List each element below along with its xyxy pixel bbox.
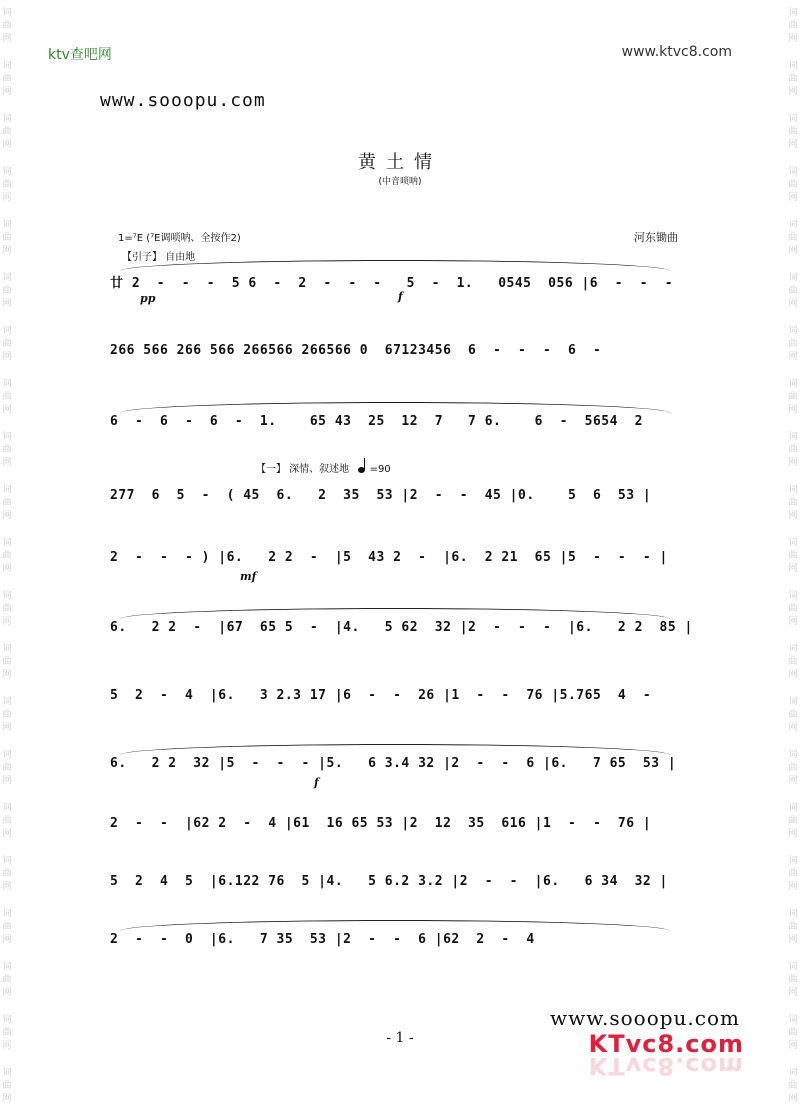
side-watermark-char: 曲 [2, 869, 12, 879]
side-watermark-char: 词 [2, 273, 12, 283]
side-watermark-char: 词 [2, 485, 12, 495]
notation-text: 6 - 6 - 6 - 1. 65 43 25 12 7 7 6. 6 - 5654 2 [110, 414, 643, 429]
side-watermark-char: 网 [2, 935, 12, 945]
side-watermark-char: 曲 [2, 710, 12, 720]
side-watermark-char: 网 [2, 87, 12, 97]
side-watermark-char: 词 [2, 591, 12, 601]
side-watermark-char: 词 [788, 432, 798, 442]
score-line-5 [110, 550, 680, 583]
side-watermark-char: 词 [788, 167, 798, 177]
side-watermark-char: 曲 [788, 922, 798, 932]
side-watermark-char: 词 [788, 856, 798, 866]
side-watermark-char: 网 [788, 935, 798, 945]
notation-text: 2 - - |62 2 - 4 |61 16 65 53 |2 12 35 616 |1 - - 76 | [110, 816, 652, 831]
side-watermark-char: 网 [788, 458, 798, 468]
key-signature: 1=⁷E (⁷E调唢呐、全按作2) [118, 233, 241, 244]
side-watermark-char: 曲 [2, 604, 12, 614]
side-watermark-char: 网 [2, 34, 12, 44]
side-watermark-char: 词 [2, 1015, 12, 1025]
watermark-top: www.sooopu.com [100, 90, 266, 111]
side-watermark-char: 曲 [788, 869, 798, 879]
side-watermark-char: 词 [788, 379, 798, 389]
side-watermark-char: 曲 [2, 1028, 12, 1038]
side-watermark-char: 网 [788, 776, 798, 786]
side-watermark-char: 词 [2, 803, 12, 813]
side-watermark-char: 曲 [2, 498, 12, 508]
side-watermark-char: 网 [2, 299, 12, 309]
side-watermark-char: 词 [788, 114, 798, 124]
side-watermark-char: 词 [2, 8, 12, 18]
side-watermark-char: 网 [788, 988, 798, 998]
side-watermark-char: 网 [788, 723, 798, 733]
score-line-9 [110, 816, 680, 840]
side-watermark-char: 词 [2, 114, 12, 124]
notation-text: 266 566 266 566 266566 266566 0 67123456 6 - - - 6 - [110, 343, 602, 358]
side-watermark-char: 网 [2, 193, 12, 203]
site-logo: KTvc8.com [588, 1030, 744, 1058]
side-watermark-char: 网 [788, 34, 798, 44]
slur [120, 920, 670, 931]
intro-marking: 【引子】 自由地 [122, 252, 196, 263]
side-watermark-char: 网 [788, 405, 798, 415]
side-watermark-char: 曲 [2, 74, 12, 84]
side-watermark-char: 词 [788, 803, 798, 813]
side-watermark-char: 曲 [2, 180, 12, 190]
side-watermark-char: 网 [2, 458, 12, 468]
side-watermark-char: 曲 [788, 233, 798, 243]
side-watermark-char: 网 [2, 617, 12, 627]
side-watermark-char: 网 [788, 87, 798, 97]
side-watermark-char: 词 [788, 326, 798, 336]
side-watermark-char: 曲 [788, 21, 798, 31]
side-watermark-char: 词 [2, 644, 12, 654]
side-watermark-char: 网 [788, 193, 798, 203]
side-watermark-char: 曲 [788, 710, 798, 720]
score-line-6 [110, 620, 693, 644]
score-line-2 [110, 343, 680, 367]
side-watermark-char: 网 [788, 140, 798, 150]
score-line-8 [110, 756, 680, 789]
side-watermark-char: 网 [788, 1094, 798, 1104]
watermark-bottom: www.sooopu.com [550, 1006, 740, 1030]
side-watermark-char: 词 [788, 1015, 798, 1025]
side-watermark-char: 词 [2, 750, 12, 760]
site-logo-reflection: KTvc8.com [588, 1052, 744, 1080]
side-watermark-char: 网 [788, 1041, 798, 1051]
side-watermark-char: 曲 [2, 286, 12, 296]
side-watermark-char: 网 [2, 988, 12, 998]
side-watermark-char: 曲 [2, 445, 12, 455]
side-watermark-char: 词 [2, 326, 12, 336]
composer: 河东锄曲 [634, 231, 678, 244]
side-watermark-char: 网 [2, 882, 12, 892]
side-watermark-char: 网 [788, 670, 798, 680]
side-watermark-char: 网 [788, 299, 798, 309]
side-watermark-char: 曲 [788, 551, 798, 561]
side-watermark-char: 词 [2, 379, 12, 389]
dynamic-mf: mf [240, 570, 257, 583]
side-watermark-char: 网 [2, 352, 12, 362]
side-watermark-char: 网 [2, 1041, 12, 1051]
instrument-subtitle: (中音唢呐) [378, 177, 422, 187]
site-name-left[interactable]: ktv查吧网 [48, 47, 112, 63]
side-watermark-char: 词 [788, 485, 798, 495]
side-watermark-char: 曲 [2, 21, 12, 31]
side-watermark-char: 网 [2, 564, 12, 574]
side-watermark-char: 网 [2, 670, 12, 680]
notation-text: 5 2 4 5 |6.122 76 5 |4. 5 6.2 3.2 |2 - - |6. 6 34 32 | [110, 874, 668, 889]
side-watermark-char: 网 [2, 829, 12, 839]
section-marking [256, 460, 391, 475]
side-watermark-char: 词 [2, 61, 12, 71]
side-watermark-char: 词 [788, 61, 798, 71]
notation-text: 277 6 5 - ( 45 6. 2 35 53 |2 - - 45 |0. 5 6 53 | [110, 488, 652, 503]
score-line-11 [110, 932, 680, 956]
side-watermark-char: 网 [2, 776, 12, 786]
side-watermark-char: 曲 [788, 1028, 798, 1038]
notation-text: 2 - - 0 |6. 7 35 53 |2 - - 6 |62 2 - 4 [110, 932, 535, 947]
notation-text: 6. 2 2 32 |5 - - - |5. 6 3.4 32 |2 - - 6 |6. 7 65 53 | [110, 756, 677, 771]
slur [120, 608, 670, 619]
side-watermark-char: 曲 [2, 392, 12, 402]
notation-text: 5 2 - 4 |6. 3 2.3 17 |6 - - 26 |1 - - 76 |5.765 4 - [110, 688, 652, 703]
side-watermark-char: 曲 [788, 763, 798, 773]
side-watermark-char: 词 [2, 697, 12, 707]
side-watermark-char: 词 [2, 1068, 12, 1078]
side-watermark-char: 曲 [2, 1081, 12, 1091]
side-watermark-char: 曲 [2, 127, 12, 137]
side-watermark-char: 词 [2, 909, 12, 919]
score-line-3 [110, 414, 680, 438]
slur [120, 402, 670, 413]
section-label: 【一】 深情、叙述地 [256, 464, 350, 475]
side-watermark-char: 词 [2, 220, 12, 230]
side-watermark-char: 曲 [788, 127, 798, 137]
side-watermark-char: 曲 [788, 975, 798, 985]
side-watermark-char: 词 [788, 1068, 798, 1078]
side-watermark-char: 曲 [788, 1081, 798, 1091]
side-watermark-char: 曲 [788, 816, 798, 826]
side-watermark-char: 词 [788, 220, 798, 230]
dynamic-pp: pp [140, 292, 156, 305]
notation-text: 2 - - - ) |6. 2 2 - |5 43 2 - |6. 2 21 65 |5 - - - | [110, 550, 668, 565]
side-watermark-char: 曲 [2, 816, 12, 826]
side-watermark-char: 曲 [788, 339, 798, 349]
side-watermark-char: 网 [2, 511, 12, 521]
tempo-value: =90 [369, 464, 391, 475]
side-watermark-char: 网 [2, 1094, 12, 1104]
notation-text: 廿 2 - - - 5 6 - 2 - - - 5 - 1. 0545 056 |6 - - - [110, 276, 674, 291]
slur [120, 260, 670, 271]
side-watermark-char: 网 [788, 246, 798, 256]
side-watermark-char: 词 [2, 167, 12, 177]
quarter-note-icon [358, 467, 365, 473]
page-number: - 1 - [386, 1030, 414, 1046]
side-watermark-char: 曲 [788, 657, 798, 667]
side-watermark-char: 网 [2, 723, 12, 733]
side-watermark-char: 词 [2, 538, 12, 548]
side-watermark-char: 曲 [2, 975, 12, 985]
side-watermark-char: 曲 [2, 551, 12, 561]
notation-text: 6. 2 2 - |67 65 5 - |4. 5 62 32 |2 - - - |6. 2 2 85 | [110, 620, 693, 635]
side-watermark-char: 曲 [788, 74, 798, 84]
side-watermark-char: 网 [788, 617, 798, 627]
side-watermark-char: 曲 [2, 763, 12, 773]
side-watermark-char: 曲 [788, 286, 798, 296]
side-watermark-char: 网 [2, 405, 12, 415]
side-watermark-char: 网 [2, 140, 12, 150]
side-watermark-char: 网 [788, 829, 798, 839]
side-watermark-char: 曲 [2, 922, 12, 932]
side-watermark-char: 曲 [788, 180, 798, 190]
side-watermark-char: 曲 [788, 604, 798, 614]
side-watermark-char: 词 [788, 909, 798, 919]
side-watermark-char: 词 [2, 432, 12, 442]
side-watermark-char: 曲 [2, 233, 12, 243]
side-watermark-char: 曲 [788, 445, 798, 455]
side-watermark-char: 曲 [788, 392, 798, 402]
side-watermark-char: 词 [788, 697, 798, 707]
song-title: 黄土情 [358, 152, 442, 173]
side-watermark-char: 网 [788, 564, 798, 574]
score-line-1 [110, 272, 680, 305]
score-line-10 [110, 874, 680, 898]
side-watermark-char: 网 [2, 246, 12, 256]
side-watermark-char: 网 [788, 511, 798, 521]
site-url-right[interactable]: www.ktvc8.com [621, 44, 732, 60]
side-watermark-char: 词 [788, 273, 798, 283]
side-watermark-char: 词 [788, 750, 798, 760]
side-watermark-char: 词 [788, 644, 798, 654]
side-watermark-char: 词 [2, 856, 12, 866]
side-watermark-char: 曲 [2, 657, 12, 667]
side-watermark-char: 词 [788, 962, 798, 972]
side-watermark-char: 网 [788, 352, 798, 362]
slur [120, 744, 670, 755]
side-watermark-char: 网 [788, 882, 798, 892]
dynamic-f: f [398, 290, 403, 303]
side-watermark-char: 词 [788, 8, 798, 18]
side-watermark-char: 词 [788, 591, 798, 601]
dynamic-f: f [314, 776, 319, 789]
score-line-7 [110, 688, 680, 712]
side-watermark-char: 词 [2, 962, 12, 972]
side-watermark-char: 曲 [788, 498, 798, 508]
score-line-4 [110, 488, 680, 512]
side-watermark-char: 词 [788, 538, 798, 548]
side-watermark-char: 曲 [2, 339, 12, 349]
